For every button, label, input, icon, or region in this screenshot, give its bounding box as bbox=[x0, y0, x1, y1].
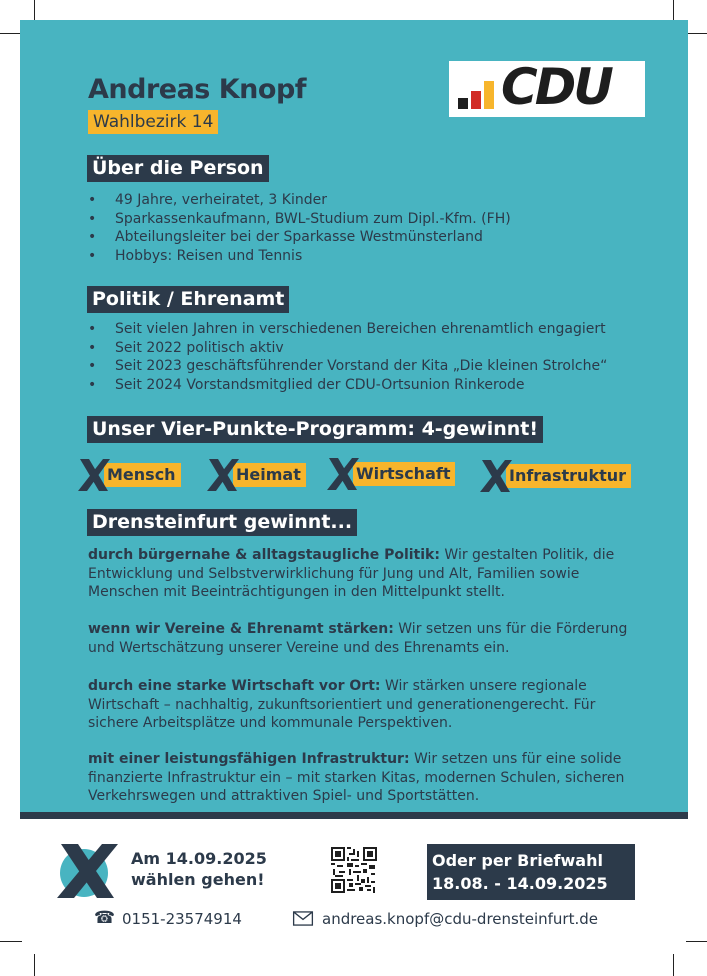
list-item: • 49 Jahre, verheiratet, 3 Kinder bbox=[88, 191, 511, 210]
paragraph-text: Wir setzen uns für eine solide finanzierte Infrastruktur ein – mit starken Kitas, modernen Schulen, sicheren Verkehrswegen und attraktiven Spiel- und Sportstätten. bbox=[88, 751, 625, 804]
about-heading: Über die Person bbox=[87, 155, 269, 182]
list-item: • Seit vielen Jahren in verschiedenen Bereichen ehrenamtlich engagiert bbox=[88, 320, 607, 339]
vote-line: Am 14.09.2025 bbox=[131, 849, 267, 868]
crop-mark bbox=[673, 0, 674, 22]
postal-line: 18.08. - 14.09.2025 bbox=[432, 874, 608, 893]
about-list bbox=[88, 191, 511, 265]
paragraph-lead: mit einer leistungsfähigen Infrastruktur: bbox=[88, 751, 410, 767]
email-contact[interactable] bbox=[292, 909, 598, 929]
crop-mark bbox=[34, 954, 35, 976]
paragraph-lead: durch eine starke Wirtschaft vor Ort: bbox=[88, 678, 381, 694]
tag-label: Heimat bbox=[233, 463, 306, 487]
wins-paragraph bbox=[88, 677, 628, 733]
wins-paragraph bbox=[88, 750, 628, 806]
wins-heading: Drensteinfurt gewinnt... bbox=[87, 509, 357, 536]
ballot-x-icon bbox=[76, 456, 112, 494]
phone-contact[interactable] bbox=[94, 909, 242, 929]
phone-number: 0151-23574914 bbox=[122, 910, 242, 928]
district-badge: Wahlbezirk 14 bbox=[88, 110, 218, 134]
list-item: • Abteilungsleiter bei der Sparkasse Westmünsterland bbox=[88, 228, 511, 247]
email-address: andreas.knopf@cdu-drensteinfurt.de bbox=[322, 910, 598, 928]
ballot-x-icon bbox=[478, 457, 514, 495]
paragraph-text: Wir gestalten Politik, die Entwicklung und Selbstverwirklichung für Jung und Alt, Familien sowie Menschen mit Beeinträchtigungen in den Mittelpunkt stellt. bbox=[88, 547, 615, 600]
program-heading: Unser Vier-Punkte-Programm: 4-gewinnt! bbox=[87, 416, 543, 443]
list-item: • Seit 2022 politisch aktiv bbox=[88, 339, 607, 358]
postal-line: Oder per Briefwahl bbox=[432, 851, 603, 870]
politics-list bbox=[88, 320, 607, 394]
ballot-x-icon bbox=[52, 840, 122, 902]
postal-vote-box bbox=[427, 844, 635, 900]
list-item: • Seit 2024 Vorstandsmitglied der CDU-Ortsunion Rinkerode bbox=[88, 376, 607, 395]
list-item: • Seit 2023 geschäftsführender Vorstand der Kita „Die kleinen Strolche“ bbox=[88, 357, 607, 376]
tag-label: Infrastruktur bbox=[506, 464, 631, 488]
tag-label: Mensch bbox=[104, 463, 181, 487]
paragraph-text: Wir setzen uns für die Förderung und Wertschätzung unserer Vereine und des Ehrenamts ein. bbox=[88, 621, 628, 656]
crop-mark bbox=[673, 954, 674, 976]
wins-paragraph bbox=[88, 546, 628, 602]
crop-mark bbox=[686, 941, 707, 942]
paragraph-text: Wir stärken unsere regionale Wirtschaft – nachhaltig, zukunftsorientiert und generationengerecht. Für sichere Arbeitsplätze und kommunale Perspektiven. bbox=[88, 678, 596, 731]
envelope-icon bbox=[292, 911, 314, 926]
ballot-x-icon bbox=[205, 456, 241, 494]
vote-date-text bbox=[131, 848, 267, 890]
list-item: • Hobbys: Reisen und Tennis bbox=[88, 247, 511, 266]
phone-icon: ☎ bbox=[94, 908, 116, 928]
politics-heading: Politik / Ehrenamt bbox=[87, 286, 289, 313]
paragraph-lead: durch bürgernahe & alltagstaugliche Politik: bbox=[88, 547, 440, 563]
crop-mark bbox=[0, 33, 22, 34]
crop-mark bbox=[686, 33, 707, 34]
qr-code-icon[interactable] bbox=[331, 847, 377, 893]
list-item: • Sparkassenkaufmann, BWL-Studium zum Dipl.-Kfm. (FH) bbox=[88, 210, 511, 229]
logo-text: CDU bbox=[501, 58, 611, 116]
crop-mark bbox=[0, 941, 22, 942]
wins-paragraph bbox=[88, 620, 628, 657]
ballot-x-icon bbox=[325, 455, 361, 493]
tag-label: Wirtschaft bbox=[353, 462, 455, 486]
paragraph-lead: wenn wir Vereine & Ehrenamt stärken: bbox=[88, 621, 394, 637]
divider-bar bbox=[20, 812, 688, 819]
candidate-name: Andreas Knopf bbox=[88, 74, 307, 105]
logo-bars-icon bbox=[458, 81, 496, 109]
vote-line: wählen gehen! bbox=[131, 870, 265, 889]
crop-mark bbox=[34, 0, 35, 22]
cdu-logo bbox=[449, 58, 645, 117]
